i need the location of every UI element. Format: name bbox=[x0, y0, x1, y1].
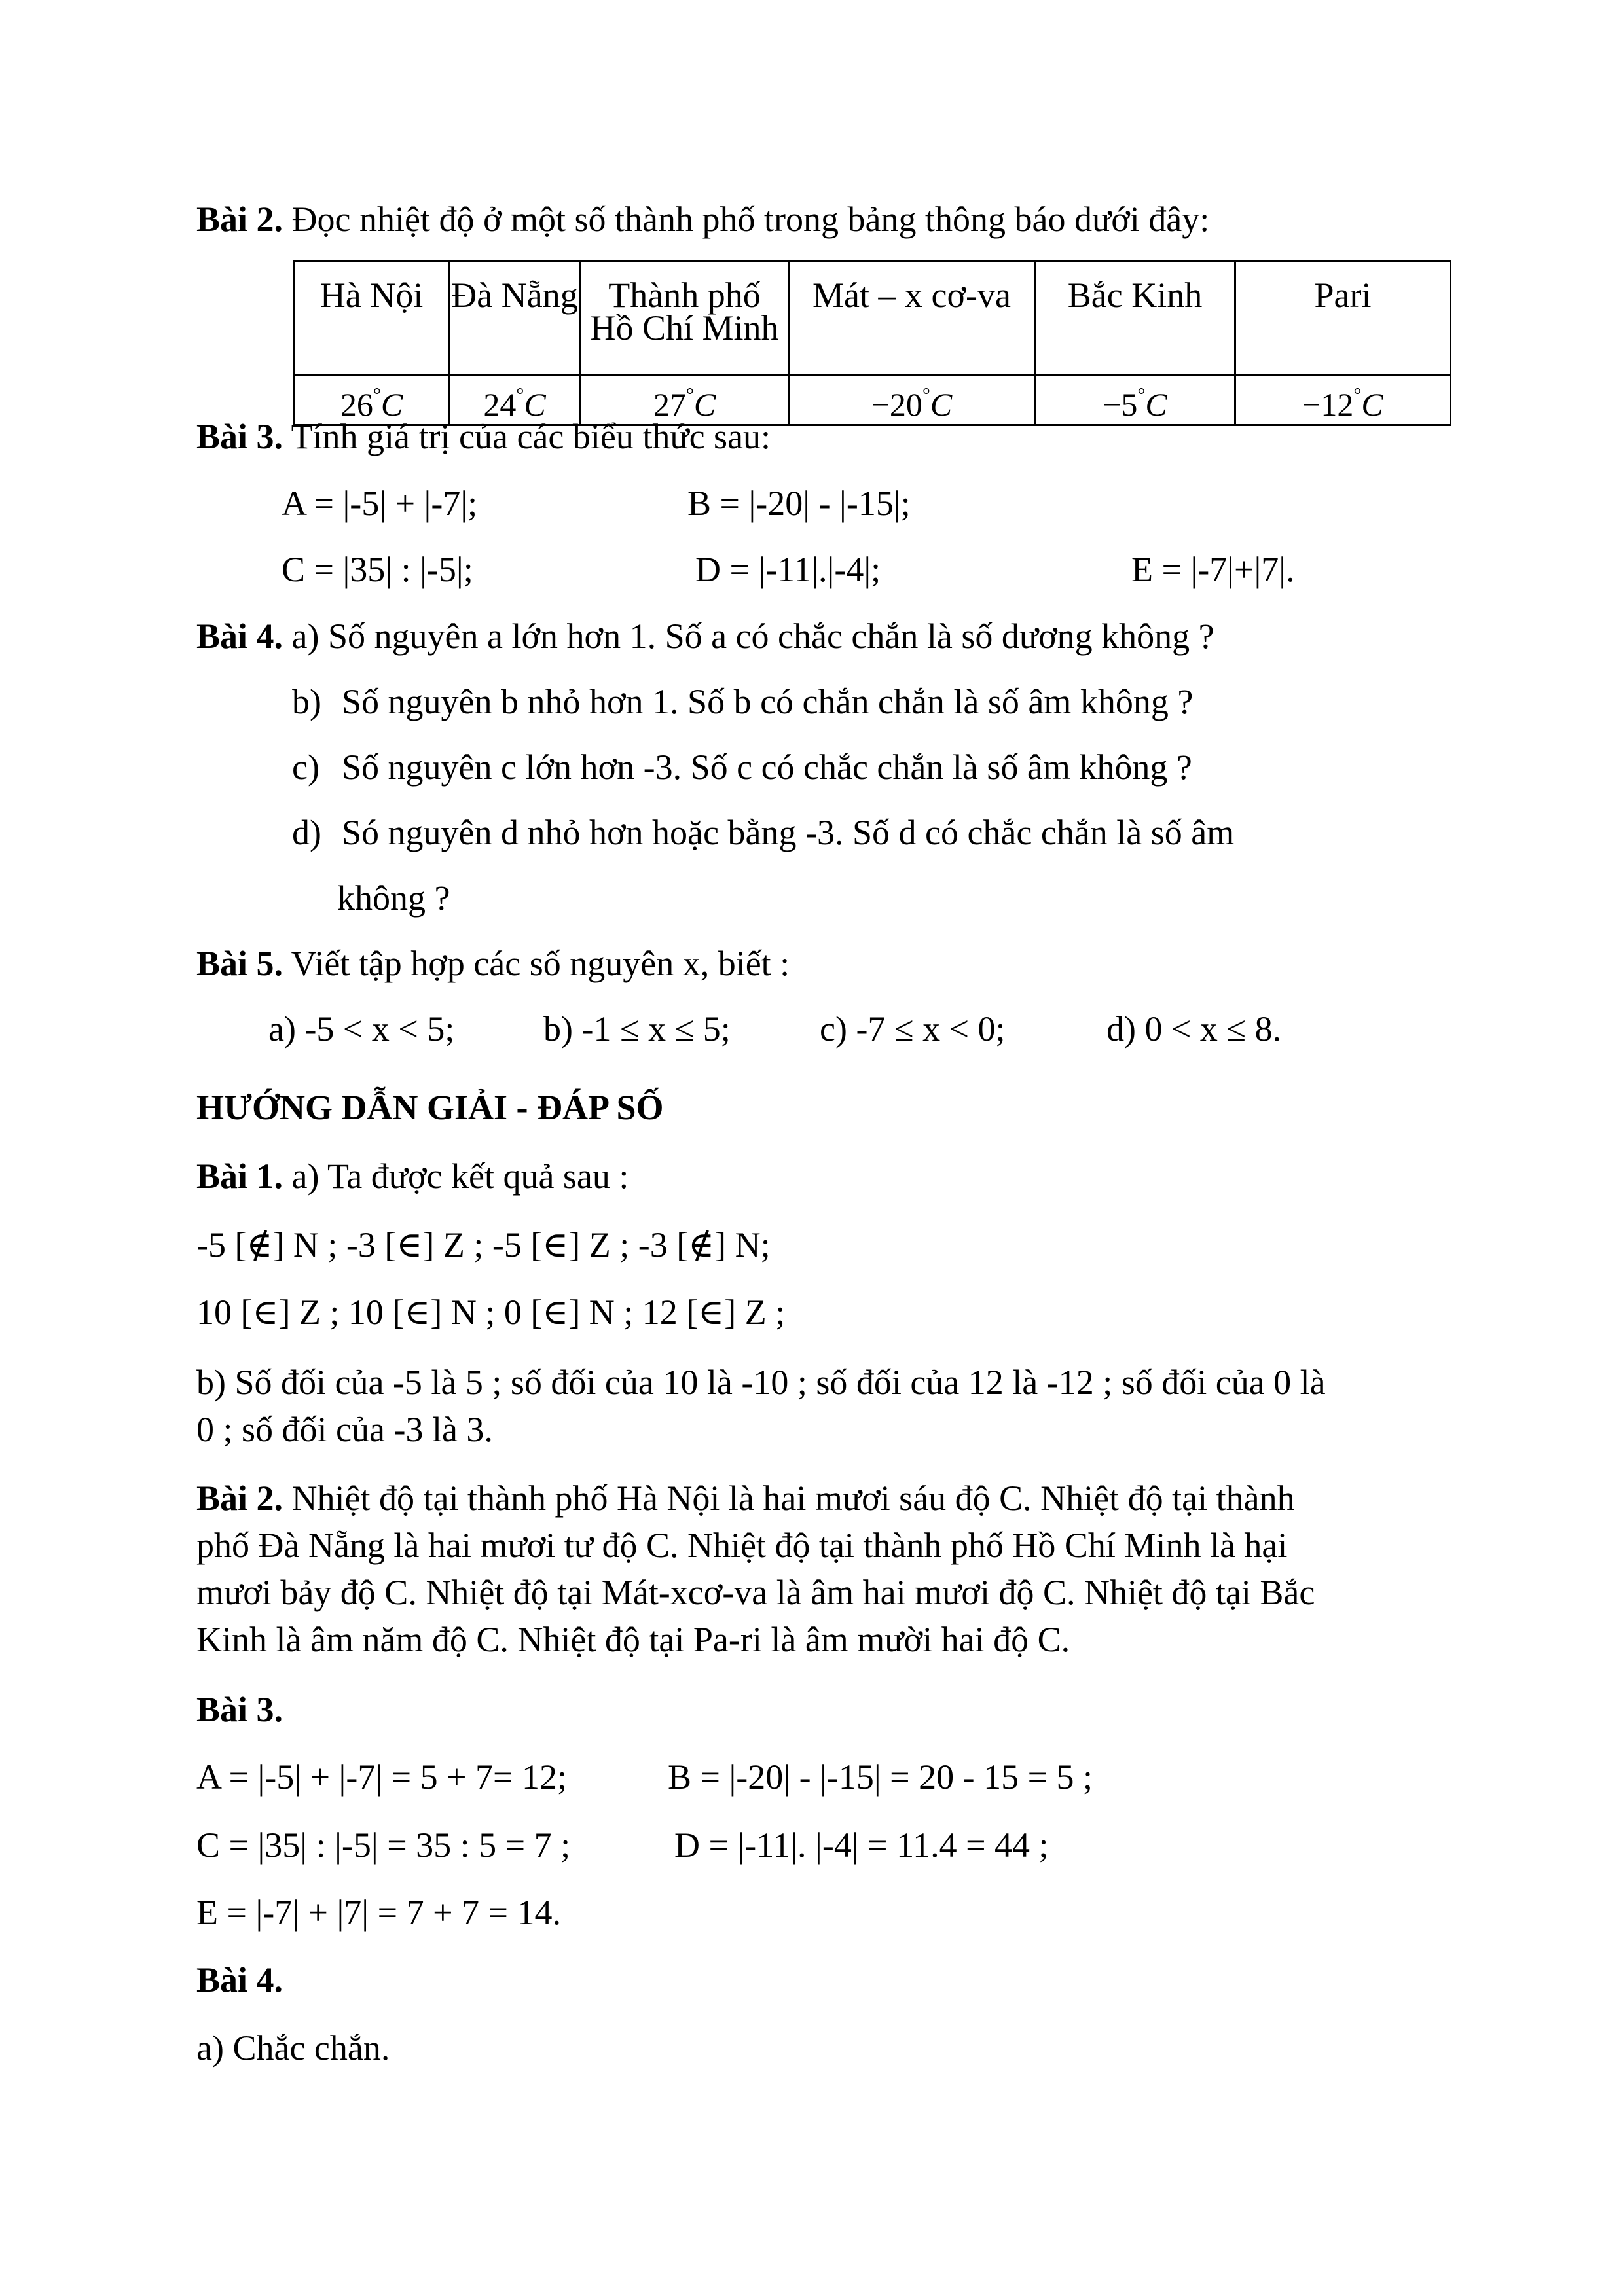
bai3-expr-a: A = |-5| + |-7|; bbox=[282, 484, 478, 523]
bai5-c: c) -7 ≤ x < 0; bbox=[820, 1009, 1006, 1049]
guide-bai3-a: A = |-5| + |-7| = 5 + 7= 12; bbox=[196, 1757, 567, 1797]
guide-bai1-a: a) Ta được kết quả sau : bbox=[291, 1157, 629, 1196]
guide-bai1-b1: b) Số đối của -5 là 5 ; số đối của 10 là -10 ; số đối của 12 là -12 ; số đối của 0 là bbox=[196, 1363, 1326, 1402]
bai3-expr-e: E = |-7|+|7|. bbox=[1131, 550, 1295, 589]
bai5-line bbox=[196, 946, 790, 981]
guide-bai1-b2: 0 ; số đối của -3 là 3. bbox=[196, 1410, 493, 1449]
bai4-label: Bài 4. bbox=[196, 617, 283, 656]
guide-bai3-d: D = |-11|. |-4| = 11.4 = 44 ; bbox=[674, 1825, 1049, 1865]
city-cell: Mát – x cơ-va bbox=[789, 262, 1035, 375]
bai4-d: Só nguyên d nhỏ hơn hoặc bằng -3. Số d có chắc chắn là số âm bbox=[342, 813, 1235, 852]
guide-bai4-label: Bài 4. bbox=[196, 1960, 283, 2000]
bai4-b: Số nguyên b nhỏ hơn 1. Số b có chắn chắn là số âm không ? bbox=[342, 682, 1194, 721]
guide-bai2-line4: Kinh là âm năm độ C. Nhiệt độ tại Pa-ri là âm mười hai độ C. bbox=[196, 1620, 1070, 1659]
table-header-row bbox=[295, 262, 1451, 375]
city-cell: Đà Nẵng bbox=[449, 262, 581, 375]
guide-bai1-line bbox=[196, 1158, 629, 1194]
guide-bai3-label: Bài 3. bbox=[196, 1690, 283, 1729]
bai4-c: Số nguyên c lớn hơn -3. Số c có chắc chắn là số âm không ? bbox=[342, 747, 1192, 787]
guide-bai3-e: E = |-7| + |7| = 7 + 7 = 14. bbox=[196, 1893, 561, 1932]
bai4-d-cont: không ? bbox=[337, 878, 450, 918]
bai5-text: Viết tập hợp các số nguyên x, biết : bbox=[291, 944, 790, 983]
bai2-line bbox=[196, 202, 1209, 237]
bai4-b-marker: b) bbox=[292, 682, 321, 721]
guide-bai2-line2: phố Đà Nẵng là hai mươi tư độ C. Nhiệt độ tại thành phố Hồ Chí Minh là hại bbox=[196, 1526, 1288, 1565]
guide-title: HƯỚNG DẪN GIẢI - ĐÁP SỐ bbox=[196, 1088, 664, 1127]
temp-cell: 27°C bbox=[581, 375, 789, 425]
bai3-expr-b: B = |-20| - |-15|; bbox=[687, 484, 911, 523]
bai3-text: Tính giá trị của các biểu thức sau: bbox=[291, 417, 771, 456]
guide-bai1-label: Bài 1. bbox=[196, 1157, 283, 1196]
guide-bai4-a: a) Chắc chắn. bbox=[196, 2028, 390, 2068]
city-cell: Pari bbox=[1235, 262, 1451, 375]
temp-cell: 24°C bbox=[449, 375, 581, 425]
bai5-label: Bài 5. bbox=[196, 944, 283, 983]
bai4-c-marker: c) bbox=[292, 747, 319, 787]
bai4-line bbox=[196, 619, 1214, 654]
bai3-line bbox=[196, 419, 771, 454]
temperature-table bbox=[293, 260, 1451, 426]
guide-bai1-line1: -5 [∉] N ; -3 [∈] Z ; -5 [∈] Z ; -3 [∉] N; bbox=[196, 1225, 771, 1265]
temp-cell: 26°C bbox=[295, 375, 449, 425]
guide-bai2-line3: mươi bảy độ C. Nhiệt độ tại Mát-xcơ-va là âm hai mươi độ C. Nhiệt độ tại Bắc bbox=[196, 1573, 1315, 1612]
bai5-a: a) -5 < x < 5; bbox=[268, 1009, 455, 1049]
bai5-b: b) -1 ≤ x ≤ 5; bbox=[543, 1009, 731, 1049]
bai4-a: a) Số nguyên a lớn hơn 1. Số a có chắc chắn là số dương không ? bbox=[291, 617, 1214, 656]
guide-bai2-line1: Bài 2. Nhiệt độ tại thành phố Hà Nội là hai mươi sáu độ C. Nhiệt độ tại thành bbox=[196, 1479, 1295, 1518]
temp-cell: −20°C bbox=[789, 375, 1035, 425]
bai5-d: d) 0 < x ≤ 8. bbox=[1106, 1009, 1282, 1049]
city-cell: Hà Nội bbox=[295, 262, 449, 375]
guide-bai1-line2: 10 [∈] Z ; 10 [∈] N ; 0 [∈] N ; 12 [∈] Z ; bbox=[196, 1293, 786, 1332]
bai3-expr-c: C = |35| : |-5|; bbox=[282, 550, 473, 589]
bai2-label: Bài 2. bbox=[196, 200, 283, 239]
city-cell: Thành phố Hồ Chí Minh bbox=[581, 262, 789, 375]
temp-cell: −12°C bbox=[1235, 375, 1451, 425]
temp-cell: −5°C bbox=[1035, 375, 1235, 425]
guide-bai3-c: C = |35| : |-5| = 35 : 5 = 7 ; bbox=[196, 1825, 571, 1865]
bai3-expr-d: D = |-11|.|-4|; bbox=[695, 550, 881, 589]
guide-bai3-b: B = |-20| - |-15| = 20 - 15 = 5 ; bbox=[668, 1757, 1093, 1797]
bai3-label: Bài 3. bbox=[196, 417, 283, 456]
city-cell: Bắc Kinh bbox=[1035, 262, 1235, 375]
bai2-text: Đọc nhiệt độ ở một số thành phố trong bảng thông báo dưới đây: bbox=[291, 200, 1210, 239]
guide-bai2-label: Bài 2. bbox=[196, 1479, 283, 1518]
bai4-d-marker: d) bbox=[292, 813, 321, 852]
